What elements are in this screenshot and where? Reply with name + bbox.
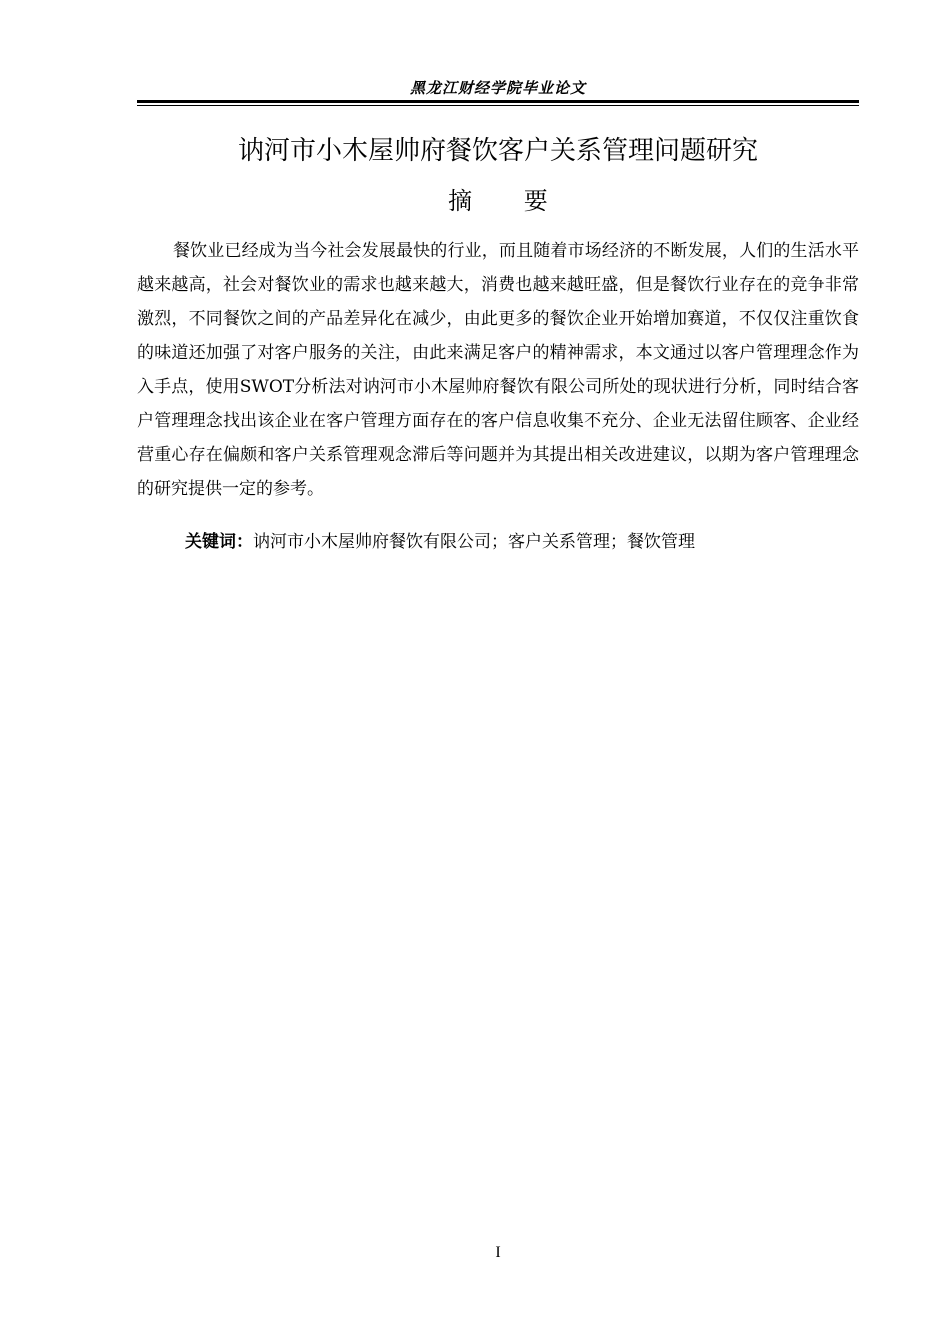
page-number: I bbox=[495, 1244, 501, 1261]
keywords-line bbox=[185, 527, 859, 557]
header-rule-thin bbox=[137, 105, 859, 106]
abstract-body: 餐饮业已经成为当今社会发展最快的行业，而且随着市场经济的不断发展，人们的生活水平越来越高，社会对餐饮业的需求也越来越大，消费也越来越旺盛，但是餐饮行业存在的竞争非常激烈，不同餐饮之间的产品差异化在减少，由此更多的餐饮企业开始增加赛道，不仅仅注重饮食的味道还加强了对客户服务的关注，由此来满足客户的精神需求，本文通过以客户管理理念作为入手点，使用SWOT分析法对讷河市小木屋帅府餐饮有限公司所处的现状进行分析，同时结合客户管理理念找出该企业在客户管理方面存在的客户信息收集不充分、企业无法留住顾客、企业经营重心存在偏颇和客户关系管理观念滞后等问题并为其提出相关改进建议，以期为客户管理理念的研究提供一定的参考。 bbox=[137, 241, 859, 499]
paper-title: 讷河市小木屋帅府餐饮客户关系管理问题研究 bbox=[237, 136, 758, 166]
keywords-value: 讷河市小木屋帅府餐饮有限公司；客户关系管理；餐饮管理 bbox=[253, 532, 695, 552]
header-rule-thick bbox=[137, 100, 859, 103]
keywords-label: 关键词： bbox=[185, 532, 253, 552]
abstract-heading: 摘 要 bbox=[448, 187, 548, 215]
running-header: 黑龙江财经学院毕业论文 bbox=[409, 79, 586, 97]
